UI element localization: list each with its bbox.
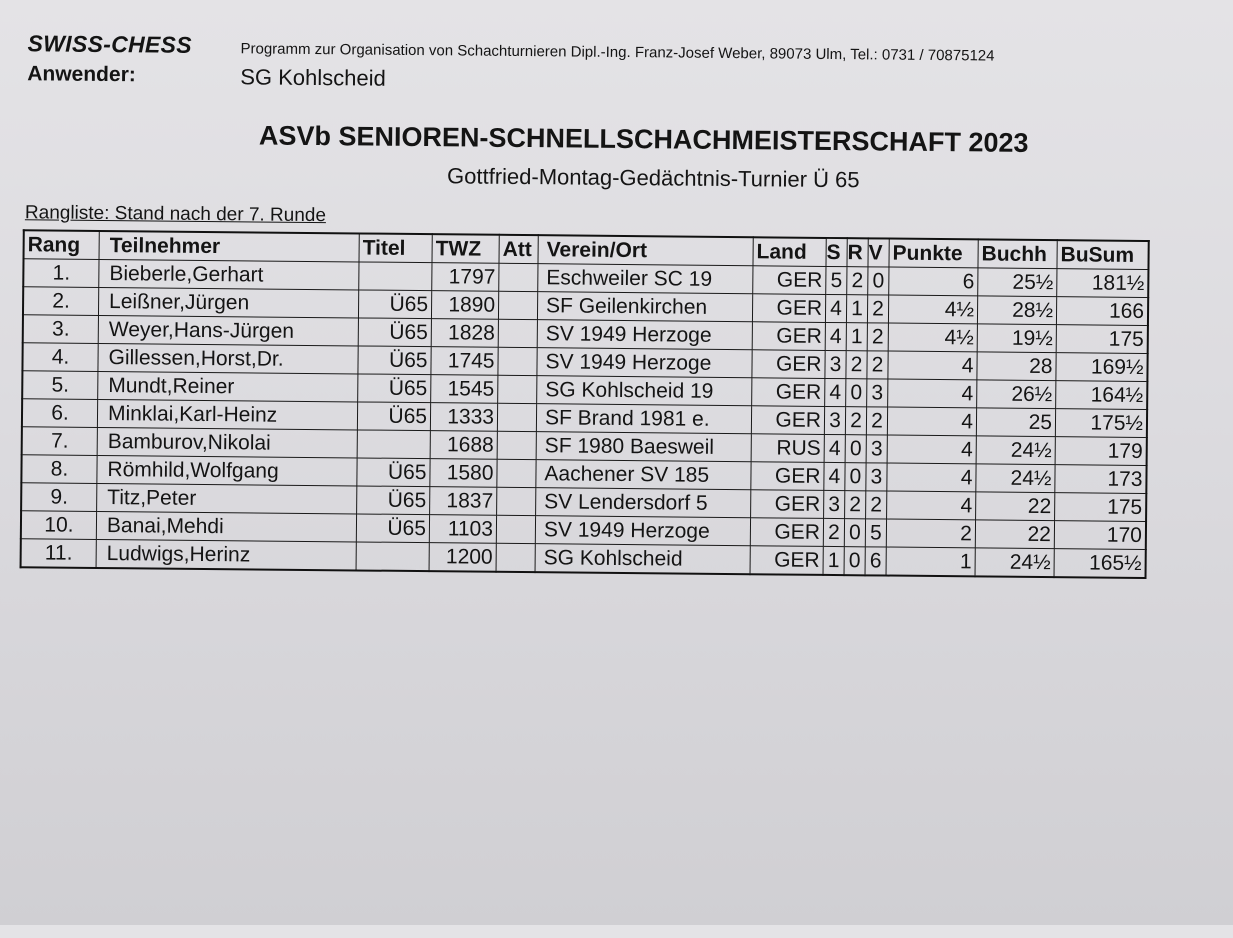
cell-rang: 6. [22, 399, 98, 428]
col-busum: BuSum [1057, 240, 1149, 269]
program-info: Programm zur Organisation von Schachturnieren Dipl.-Ing. Franz-Josef Weber, 89073 Ulm, Tel.: 0731 / 70875124 [240, 40, 995, 65]
cell-buchh: 24½ [975, 548, 1054, 577]
cell-busum: 175 [1056, 325, 1148, 354]
cell-twz: 1333 [430, 403, 497, 432]
cell-land: GER [751, 490, 824, 519]
col-name: Teilnehmer [99, 231, 359, 262]
col-verein: Verein/Ort [538, 235, 753, 266]
app-name: SWISS-CHESS [27, 30, 193, 58]
cell-titel: Ü65 [358, 290, 431, 319]
cell-att [498, 347, 537, 375]
cell-s: 4 [825, 378, 846, 406]
cell-buchh: 28 [977, 352, 1056, 381]
ranking-caption-text: Rangliste: Stand nach der 7. Runde [24, 202, 327, 227]
cell-v: 3 [866, 435, 887, 463]
cell-punkte: 1 [886, 547, 975, 576]
cell-punkte: 2 [886, 519, 975, 548]
cell-v: 2 [867, 295, 888, 323]
cell-rang: 7. [22, 427, 98, 456]
col-land: Land [753, 237, 826, 266]
cell-att [498, 291, 537, 319]
cell-titel: Ü65 [358, 374, 431, 403]
cell-v: 2 [867, 323, 888, 351]
cell-verein: SV 1949 Herzoge [535, 516, 750, 546]
cell-name: Banai,Mehdi [96, 511, 356, 541]
cell-s: 3 [824, 406, 845, 434]
cell-verein: SF 1980 Baesweil [536, 432, 751, 462]
cell-rang: 10. [21, 511, 97, 540]
cell-titel [356, 542, 429, 571]
cell-punkte: 4 [887, 463, 976, 492]
cell-att [497, 431, 536, 459]
cell-land: GER [750, 546, 823, 575]
cell-s: 1 [823, 546, 844, 575]
cell-busum: 164½ [1056, 381, 1148, 410]
cell-titel [359, 262, 432, 291]
cell-rang: 5. [22, 371, 98, 400]
cell-name: Weyer,Hans-Jürgen [98, 315, 358, 345]
cell-verein: Eschweiler SC 19 [538, 264, 753, 294]
cell-buchh: 26½ [977, 380, 1056, 409]
cell-land: GER [753, 266, 826, 295]
cell-att [498, 319, 537, 347]
cell-att [497, 487, 536, 515]
cell-punkte: 4 [888, 379, 977, 408]
cell-buchh: 25 [976, 408, 1055, 437]
cell-v: 5 [865, 519, 886, 547]
cell-busum: 175 [1055, 493, 1147, 522]
cell-land: GER [750, 518, 823, 547]
cell-buchh: 24½ [976, 464, 1055, 493]
cell-s: 3 [824, 490, 845, 518]
cell-verein: SV 1949 Herzoge [537, 348, 752, 378]
cell-s: 2 [823, 518, 844, 546]
cell-punkte: 4 [888, 351, 977, 380]
cell-r: 0 [845, 463, 866, 491]
cell-punkte: 4½ [888, 323, 977, 352]
cell-buchh: 25½ [978, 268, 1057, 297]
cell-land: GER [751, 462, 824, 491]
cell-name: Mundt,Reiner [98, 371, 358, 401]
cell-name: Leißner,Jürgen [98, 287, 358, 317]
cell-titel: Ü65 [358, 346, 431, 375]
cell-twz: 1797 [432, 263, 499, 292]
cell-busum: 179 [1055, 437, 1147, 466]
cell-titel: Ü65 [358, 318, 431, 347]
cell-busum: 165½ [1054, 549, 1146, 578]
col-rang: Rang [24, 230, 100, 259]
cell-r: 1 [846, 323, 867, 351]
cell-punkte: 4 [887, 491, 976, 520]
cell-buchh: 24½ [976, 436, 1055, 465]
cell-buchh: 22 [975, 520, 1054, 549]
cell-twz: 1200 [429, 543, 496, 572]
ranking-table [20, 229, 1150, 579]
cell-s: 4 [825, 294, 846, 322]
cell-land: GER [752, 294, 825, 323]
cell-r: 0 [846, 379, 867, 407]
cell-land: RUS [751, 434, 824, 463]
ranking-body [21, 259, 1149, 578]
col-att: Att [499, 235, 538, 264]
cell-s: 5 [826, 266, 847, 294]
cell-twz: 1745 [431, 347, 498, 376]
cell-verein: SV 1949 Herzoge [537, 320, 752, 350]
cell-name: Minklai,Karl-Heinz [97, 399, 357, 429]
cell-busum: 169½ [1056, 353, 1148, 382]
cell-rang: 4. [22, 343, 98, 372]
cell-s: 4 [825, 322, 846, 350]
col-punkte: Punkte [889, 239, 978, 268]
cell-r: 2 [847, 267, 868, 295]
cell-titel: Ü65 [357, 402, 430, 431]
cell-buchh: 19½ [977, 324, 1056, 353]
cell-s: 3 [825, 350, 846, 378]
cell-punkte: 6 [889, 267, 978, 296]
cell-r: 2 [846, 351, 867, 379]
cell-punkte: 4 [887, 435, 976, 464]
cell-att [497, 459, 536, 487]
cell-titel: Ü65 [357, 458, 430, 487]
cell-name: Bieberle,Gerhart [99, 259, 359, 289]
cell-r: 1 [846, 295, 867, 323]
cell-verein: Aachener SV 185 [536, 460, 751, 490]
cell-titel: Ü65 [357, 486, 430, 515]
cell-verein: SF Brand 1981 e. [536, 404, 751, 434]
cell-r: 0 [845, 435, 866, 463]
col-v: V [868, 238, 889, 267]
cell-att [496, 515, 535, 543]
cell-verein: SF Geilenkirchen [537, 292, 752, 322]
user-label: Anwender: [27, 62, 136, 87]
cell-v: 2 [866, 491, 887, 519]
cell-buchh: 28½ [977, 296, 1056, 325]
cell-v: 6 [865, 547, 886, 576]
cell-att [499, 263, 538, 291]
cell-v: 3 [866, 463, 887, 491]
cell-verein: SG Kohlscheid 19 [537, 376, 752, 406]
cell-rang: 2. [23, 287, 99, 316]
cell-twz: 1545 [431, 375, 498, 404]
tournament-title: ASVb SENIOREN-SCHNELLSCHACHMEISTERSCHAFT 2023 [258, 120, 1029, 158]
cell-land: GER [752, 350, 825, 379]
col-titel: Titel [359, 233, 432, 262]
cell-rang: 8. [21, 455, 97, 484]
cell-busum: 166 [1056, 297, 1148, 326]
col-twz: TWZ [432, 234, 499, 263]
cell-twz: 1890 [431, 291, 498, 320]
cell-twz: 1828 [431, 319, 498, 348]
cell-rang: 1. [23, 259, 99, 288]
cell-s: 4 [824, 434, 845, 462]
cell-att [496, 543, 535, 572]
cell-v: 0 [868, 267, 889, 295]
cell-rang: 3. [23, 315, 99, 344]
cell-r: 0 [844, 547, 865, 576]
user-value: SG Kohlscheid [240, 64, 386, 91]
cell-name: Titz,Peter [97, 483, 357, 513]
cell-r: 0 [844, 519, 865, 547]
cell-land: GER [751, 406, 824, 435]
cell-r: 2 [845, 491, 866, 519]
cell-verein: SG Kohlscheid [535, 544, 750, 575]
cell-att [498, 375, 537, 403]
col-r: R [847, 238, 868, 267]
cell-busum: 175½ [1055, 409, 1147, 438]
cell-punkte: 4½ [888, 295, 977, 324]
cell-att [497, 403, 536, 431]
cell-twz: 1580 [430, 459, 497, 488]
cell-r: 2 [845, 407, 866, 435]
col-buchh: Buchh [978, 239, 1057, 268]
cell-twz: 1688 [430, 431, 497, 460]
cell-rang: 11. [21, 539, 97, 568]
cell-twz: 1103 [429, 515, 496, 544]
cell-land: GER [752, 378, 825, 407]
cell-busum: 181½ [1057, 269, 1149, 298]
cell-name: Römhild,Wolfgang [97, 455, 357, 485]
cell-v: 2 [866, 407, 887, 435]
col-s: S [826, 238, 847, 267]
ranking-caption [25, 202, 326, 227]
cell-verein: SV Lendersdorf 5 [536, 488, 751, 518]
cell-busum: 173 [1055, 465, 1147, 494]
cell-s: 4 [824, 462, 845, 490]
cell-rang: 9. [21, 483, 97, 512]
cell-titel [357, 430, 430, 459]
cell-punkte: 4 [887, 407, 976, 436]
cell-busum: 170 [1054, 521, 1146, 550]
cell-twz: 1837 [430, 487, 497, 516]
cell-titel: Ü65 [356, 514, 429, 543]
cell-name: Bamburov,Nikolai [97, 427, 357, 457]
cell-v: 2 [867, 351, 888, 379]
cell-buchh: 22 [976, 492, 1055, 521]
tournament-subtitle: Gottfried-Montag-Gedächtnis-Turnier Ü 65 [446, 163, 860, 193]
cell-name: Gillessen,Horst,Dr. [98, 343, 358, 373]
cell-land: GER [752, 322, 825, 351]
cell-v: 3 [867, 379, 888, 407]
cell-name: Ludwigs,Herinz [96, 539, 356, 570]
